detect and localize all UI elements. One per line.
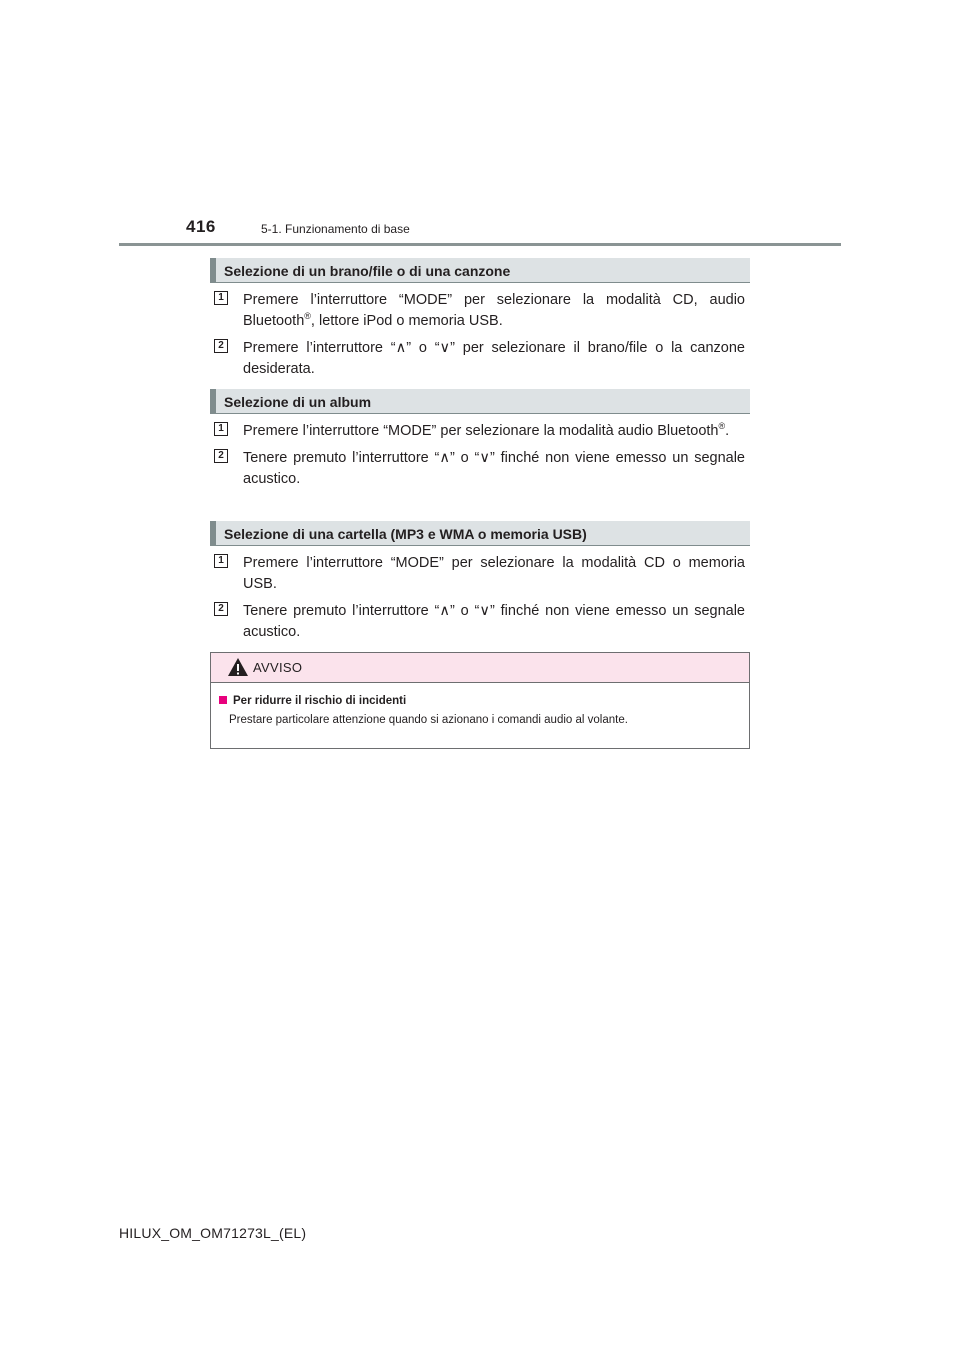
registered-mark: ® bbox=[304, 311, 311, 322]
section-album-selection bbox=[210, 389, 750, 490]
section-title: Selezione di un album bbox=[224, 394, 372, 410]
step-text: Tenere premuto l’interruttore “∧” o “∨” finché non viene emesso un segnale acustico. bbox=[243, 603, 745, 640]
step-number: 1 bbox=[214, 422, 228, 436]
step-number: 1 bbox=[214, 291, 228, 305]
step-text: Premere l’interruttore “MODE” per selezionare la modalità CD o memoria USB. bbox=[243, 555, 745, 592]
warning-text: Prestare particolare attenzione quando si azionano i comandi audio al volante. bbox=[229, 714, 628, 726]
registered-mark: ® bbox=[718, 421, 726, 432]
warning-body bbox=[211, 683, 749, 729]
step-text-tail: , lettore iPod o memoria USB. bbox=[310, 313, 503, 329]
section-heading bbox=[210, 521, 750, 546]
section-song-selection bbox=[210, 258, 750, 380]
step-number: 2 bbox=[214, 602, 228, 616]
step-number: 1 bbox=[214, 554, 228, 568]
section-heading bbox=[210, 258, 750, 283]
bullet-square-icon bbox=[219, 696, 227, 704]
step-item bbox=[210, 448, 750, 490]
step-text bbox=[243, 290, 745, 332]
header-rule bbox=[119, 243, 841, 246]
warning-triangle-icon bbox=[227, 657, 249, 677]
warning-subheading bbox=[219, 693, 741, 710]
step-text bbox=[243, 421, 745, 442]
step-text-tail: . bbox=[725, 423, 730, 439]
warning-header bbox=[211, 653, 749, 683]
step-text: Premere l’interruttore “∧” o “∨” per selezionare il brano/file o la canzone desiderata. bbox=[243, 340, 745, 377]
section-title: Selezione di una cartella (MP3 e WMA o memoria USB) bbox=[224, 526, 587, 542]
step-item bbox=[210, 601, 750, 643]
section-title: Selezione di un brano/file o di una canzone bbox=[224, 263, 511, 279]
step-text: Tenere premuto l’interruttore “∧” o “∨” finché non viene emesso un segnale acustico. bbox=[243, 450, 745, 487]
section-heading bbox=[210, 389, 750, 414]
page-number: 416 bbox=[186, 217, 216, 236]
warning-subheading-text: Per ridurre il rischio di incidenti bbox=[233, 695, 407, 707]
step-number: 2 bbox=[214, 339, 228, 353]
step-item bbox=[210, 553, 750, 595]
document-code: HILUX_OM_OM71273L_(EL) bbox=[119, 1225, 307, 1241]
section-label: 5-1. Funzionamento di base bbox=[261, 222, 410, 236]
section-folder-selection bbox=[210, 521, 750, 643]
step-text-main: Premere l’interruttore “MODE” per selezionare la modalità audio Bluetooth bbox=[243, 423, 719, 439]
warning-box bbox=[210, 652, 750, 749]
step-text-main: Premere l’interruttore “MODE” per selezionare la modalità CD, audio Bluetooth bbox=[243, 292, 745, 329]
step-item bbox=[210, 421, 750, 442]
step-item bbox=[210, 290, 750, 332]
warning-title: AVVISO bbox=[253, 660, 303, 675]
step-number: 2 bbox=[214, 449, 228, 463]
step-item bbox=[210, 338, 750, 380]
